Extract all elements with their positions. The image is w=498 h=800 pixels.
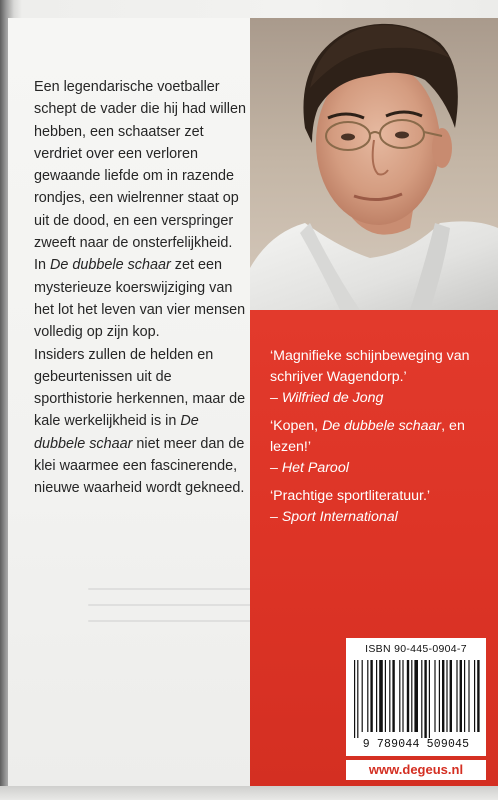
book-title-italic: De dubbele schaar (50, 257, 171, 274)
barcode-bar (477, 660, 479, 732)
quote-source: – Wilfried de Jong (270, 390, 384, 406)
barcode-bar (439, 660, 440, 732)
barcode-image (352, 660, 480, 738)
barcode-bar (434, 660, 435, 732)
page-bottom-edge (0, 786, 498, 800)
ean-number: 9 789044 509045 (362, 738, 470, 751)
barcode-bar (392, 660, 394, 732)
review-quote-3: ‘Prachtige sportliteratuur.’ – Sport International (270, 486, 494, 528)
publisher-website[interactable]: www.degeus.nl (346, 760, 486, 780)
barcode-bar (407, 660, 409, 732)
barcode-bar (421, 660, 422, 738)
author-photo (250, 18, 498, 310)
barcode-bar (464, 660, 465, 732)
quote-source: – Het Parool (270, 460, 349, 476)
barcode-bar (379, 660, 383, 732)
barcode-bar (474, 660, 475, 732)
review-quote-2: ‘Kopen, De dubbele schaar, en lezen!’ – Het Parool (270, 418, 465, 476)
barcode-bar (370, 660, 372, 732)
barcode-bar (446, 660, 447, 732)
barcode-bar (362, 660, 363, 732)
barcode-bar (402, 660, 403, 732)
barcode-bar (357, 660, 358, 738)
barcode-bar (429, 660, 430, 738)
review-quote-1: ‘Magnifieke schijnbeweging van schrijver Wagendorp.’ – Wilfried de Jong (270, 346, 494, 409)
isbn-barcode-box (346, 638, 486, 756)
barcode-bar (385, 660, 386, 732)
quotes-panel (250, 310, 498, 786)
barcode-bar (460, 660, 462, 732)
quote-source: – Sport International (270, 509, 398, 525)
author-portrait-image (250, 18, 498, 310)
barcode-bar (414, 660, 418, 732)
book-title-italic: De dubbele schaar (322, 418, 442, 434)
barcode-bar (367, 660, 368, 732)
isbn-label: ISBN 90-445-0904-7 (365, 643, 467, 655)
barcode-bar (354, 660, 355, 738)
barcode-bar (411, 660, 412, 732)
blurb-text (34, 76, 246, 500)
barcode-bar (399, 660, 400, 732)
barcode-bar (424, 660, 426, 738)
book-title-italic: De dubbele schaar (34, 413, 199, 452)
barcode-bar (442, 660, 444, 732)
barcode-bar (376, 660, 377, 732)
barcode-bar (456, 660, 457, 732)
barcode-bar (468, 660, 469, 732)
show-through-text (88, 588, 258, 648)
blurb-paragraph-1: Een legendarische voetballer schept de vader die hij had willen hebben, een schaatser zet verdriet over een verloren gewaande liefde om in razende rondjes, een wielrenner staat op uit de dood, en een verspringer zweeft naar de onsterfelijkheid. In De dubbele schaar zet een mysterieuze koerswijziging van het lot het leven van vier mensen volledig op zijn kop. (34, 79, 246, 341)
barcode-bar (389, 660, 390, 732)
barcode-bar (450, 660, 452, 732)
blurb-paragraph-2: Insiders zullen de helden en gebeurtenissen uit de sporthistorie herkennen, maar de kale werkelijkheid is in De dubbele schaar niet meer dan de klei waarmee een fascinerende, nieuwe waarheid wordt gekneed. (34, 346, 246, 497)
